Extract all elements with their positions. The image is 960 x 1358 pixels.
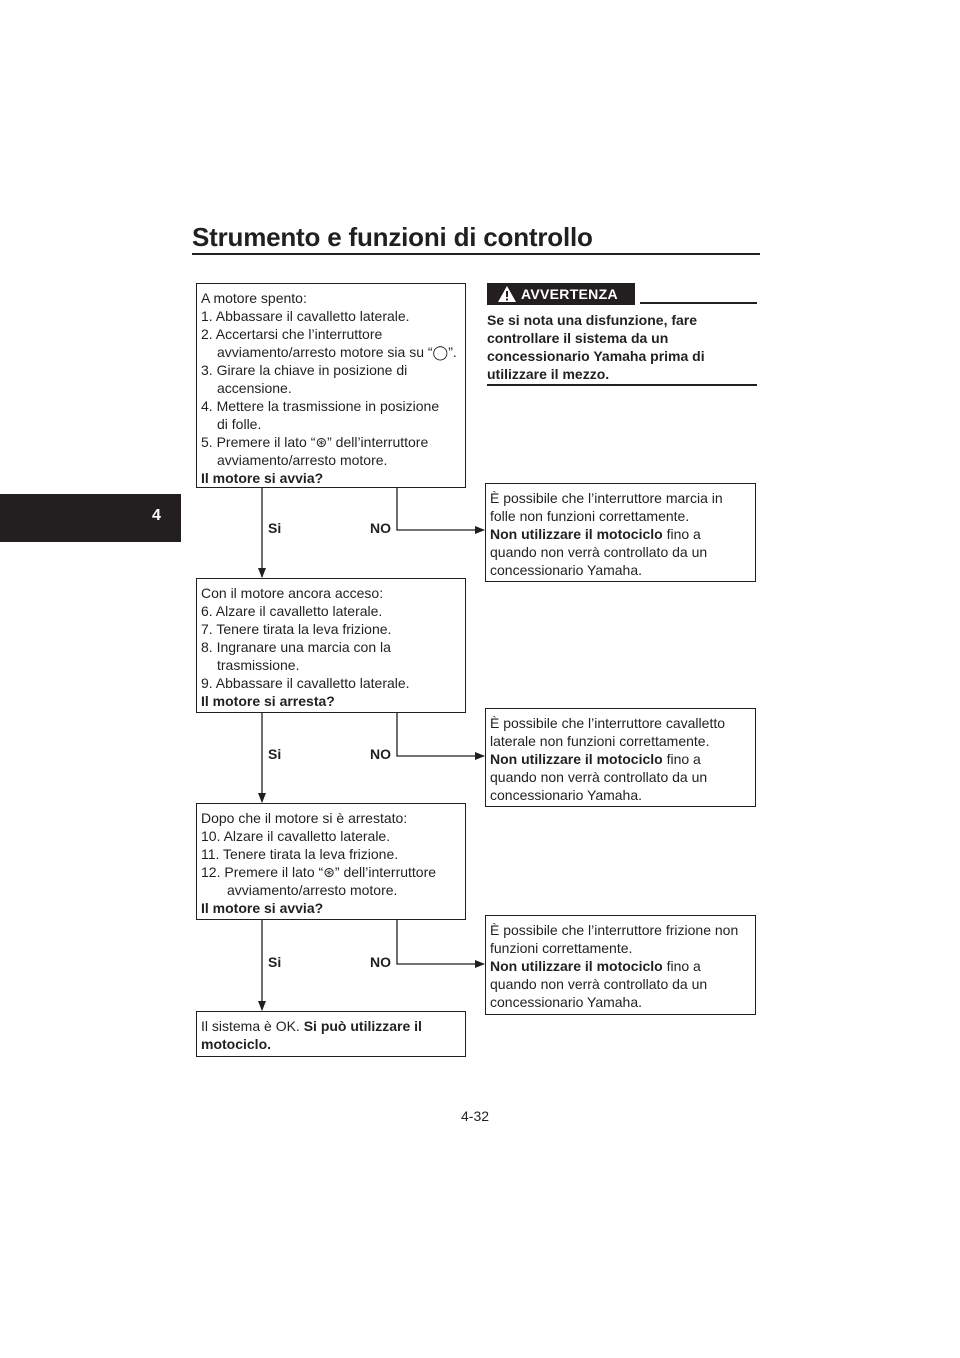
no-arrow-3	[397, 919, 484, 964]
step1-box	[196, 283, 466, 488]
fault3-line: funzioni correttamente.	[490, 940, 633, 956]
fault3-bold: Non utilizzare il motociclo	[490, 958, 663, 974]
fault1-advice	[490, 525, 751, 579]
step3-question: Il motore si avvia?	[201, 900, 324, 916]
fault1-box	[485, 483, 756, 582]
fault3-rest: fino a quando non verrà controllato da un concessionario Yamaha.	[490, 958, 708, 1010]
step2-intro: Con il motore ancora acceso:	[201, 585, 384, 601]
step1-item: avviamento/arresto motore.	[217, 452, 388, 468]
no-label: NO	[370, 954, 391, 970]
no-arrow-1	[397, 487, 484, 530]
fault1-line: folle non funzioni correttamente.	[490, 508, 690, 524]
final-box	[196, 1011, 466, 1057]
no-label: NO	[370, 520, 391, 536]
fault2-advice	[490, 750, 751, 804]
no-label: NO	[370, 746, 391, 762]
final-text	[201, 1017, 461, 1053]
step2-item: 9. Abbassare il cavalletto laterale.	[201, 675, 410, 691]
fault2-line: laterale non funzioni correttamente.	[490, 733, 710, 749]
step1-item: 3. Girare la chiave in posizione di	[201, 362, 408, 378]
yes-label: Si	[268, 520, 282, 536]
step1-item: 5. Premere il lato “⊛” dell’interruttore	[201, 434, 429, 450]
fault2-line: È possibile che l’interruttore cavalletto	[490, 715, 726, 731]
page-number: 4-32	[461, 1108, 490, 1124]
chapter-number: 4	[152, 507, 161, 524]
step2-item: 7. Tenere tirata la leva frizione.	[201, 621, 392, 637]
fault1-rest: fino a quando non verrà controllato da un concessionario Yamaha.	[490, 526, 708, 578]
fault1-bold: Non utilizzare il motociclo	[490, 526, 663, 542]
step3-intro: Dopo che il motore si è arrestato:	[201, 810, 408, 826]
page-title: Strumento e funzioni di controllo	[192, 222, 593, 252]
fault3-advice	[490, 957, 751, 1011]
final-prefix: Il sistema è OK.	[201, 1018, 304, 1034]
step1-item: 2. Accertarsi che l’interruttore	[201, 326, 383, 342]
yes-label: Si	[268, 746, 282, 762]
step3-box	[196, 803, 466, 920]
step1-intro: A motore spento:	[201, 290, 307, 306]
fault2-bold: Non utilizzare il motociclo	[490, 751, 663, 767]
step1-question: Il motore si avvia?	[201, 470, 324, 486]
yes-label: Si	[268, 954, 282, 970]
fault2-box	[485, 708, 756, 807]
step3-item: 10. Alzare il cavalletto laterale.	[201, 828, 391, 844]
warning-text: Se si nota una disfunzione, fare controllare il sistema da un concessionario Yamaha prima di utilizzare il mezzo.	[487, 312, 705, 382]
step2-item: trasmissione.	[217, 657, 300, 673]
step3-item: avviamento/arresto motore.	[227, 882, 398, 898]
fault3-box	[485, 915, 756, 1015]
step3-item: 12. Premere il lato “⊛” dell’interruttore	[201, 864, 437, 880]
fault2-rest: fino a quando non verrà controllato da un concessionario Yamaha.	[490, 751, 708, 803]
step1-item: di folle.	[217, 416, 262, 432]
fault3-line: È possibile che l’interruttore frizione non	[490, 922, 739, 938]
step2-item: 6. Alzare il cavalletto laterale.	[201, 603, 383, 619]
warning-label: AVVERTENZA	[521, 286, 618, 302]
step2-question: Il motore si arresta?	[201, 693, 335, 709]
final-bold: Si può utilizzare il motociclo.	[201, 1018, 422, 1052]
step1-item: 1. Abbassare il cavalletto laterale.	[201, 308, 410, 324]
step2-box	[196, 578, 466, 713]
fault1-line: È possibile che l’interruttore marcia in	[490, 490, 723, 506]
step1-item: accensione.	[217, 380, 292, 396]
step3-item: 11. Tenere tirata la leva frizione.	[201, 846, 399, 862]
step1-item: 4. Mettere la trasmissione in posizione	[201, 398, 440, 414]
no-arrow-2	[397, 712, 484, 756]
step2-item: 8. Ingranare una marcia con la	[201, 639, 391, 655]
step1-item: avviamento/arresto motore sia su “◯”.	[217, 344, 457, 360]
